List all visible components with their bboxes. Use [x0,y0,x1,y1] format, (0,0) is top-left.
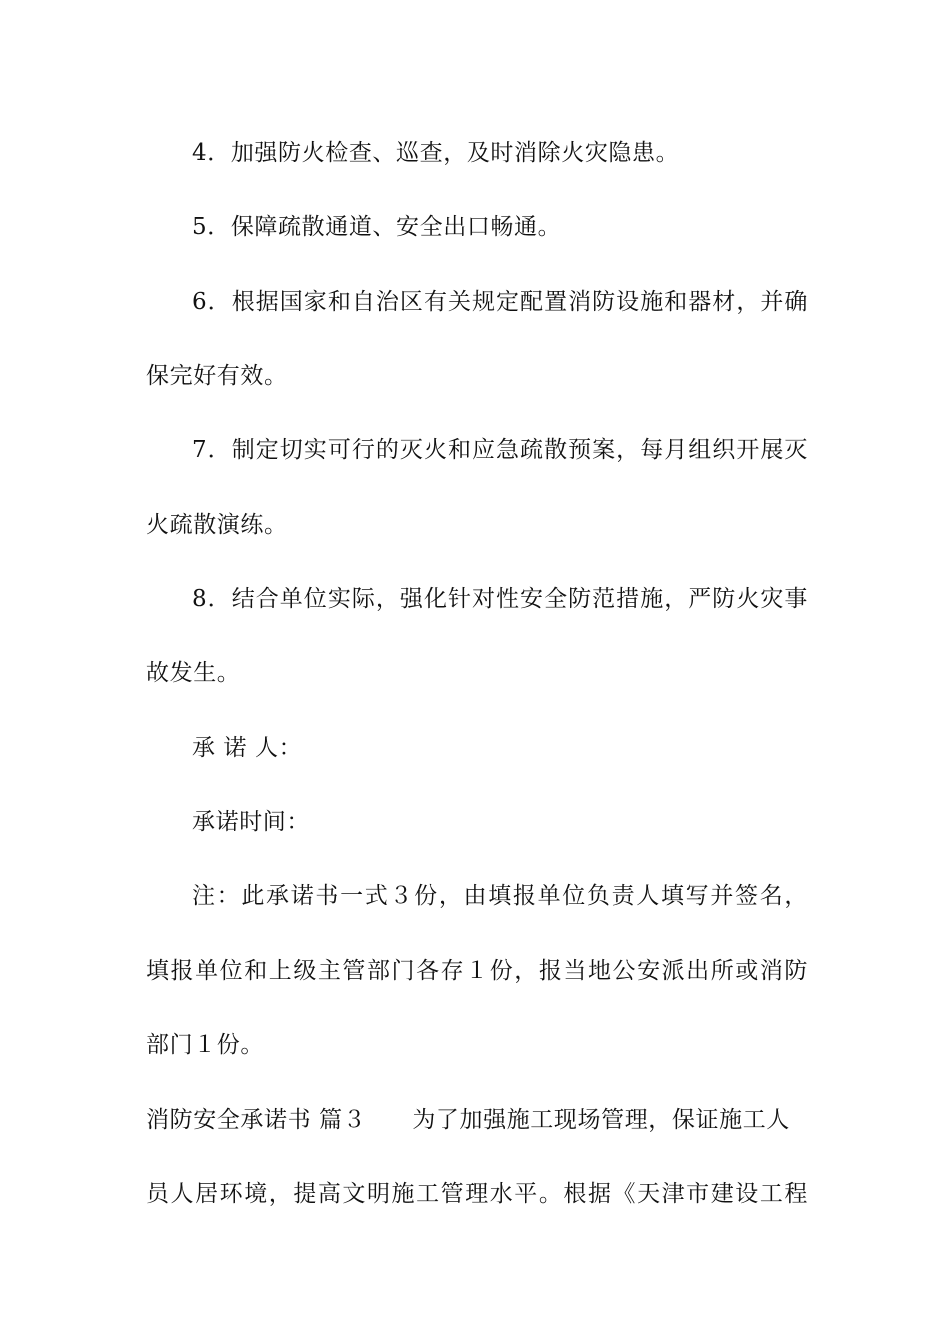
section-heading: 消防安全承诺书 篇３ [146,1107,367,1133]
section-heading-line [146,1105,808,1135]
note-line-2: 填报单位和上级主管部门各存１份，报当地公安派出所或消防 [146,958,808,984]
date-label: 承诺时间： [192,809,310,835]
note-line-1: 注：此承诺书一式３份，由填报单位负责人填写并签名， [192,883,808,909]
section-intro-line-2: 员人居环境，提高文明施工管理水平。根据《天津市建设工程 [146,1181,808,1207]
paragraph-item-7-line-2: 火疏散演练。 [146,512,288,538]
paragraph-item-7-line-1: 7．制定切实可行的灭火和应急疏散预案，每月组织开展灭 [192,437,808,463]
paragraph-item-6-line-1: 6．根据国家和自治区有关规定配置消防设施和器材，并确 [192,289,808,315]
signer-label: 承 诺 人： [192,735,303,761]
paragraph-item-5: 5．保障疏散通道、安全出口畅通。 [192,214,562,240]
paragraph-item-4: 4．加强防火检查、巡查，及时消除火灾隐患。 [192,140,680,166]
paragraph-item-8-line-1: 8．结合单位实际，强化针对性安全防范措施，严防火灾事 [192,586,808,612]
note-line-3: 部门１份。 [146,1032,264,1058]
paragraph-item-8-line-2: 故发生。 [146,660,241,686]
paragraph-item-6-line-2: 保完好有效。 [146,363,288,389]
section-intro-line-1: 为了加强施工现场管理，保证施工人 [412,1107,790,1133]
